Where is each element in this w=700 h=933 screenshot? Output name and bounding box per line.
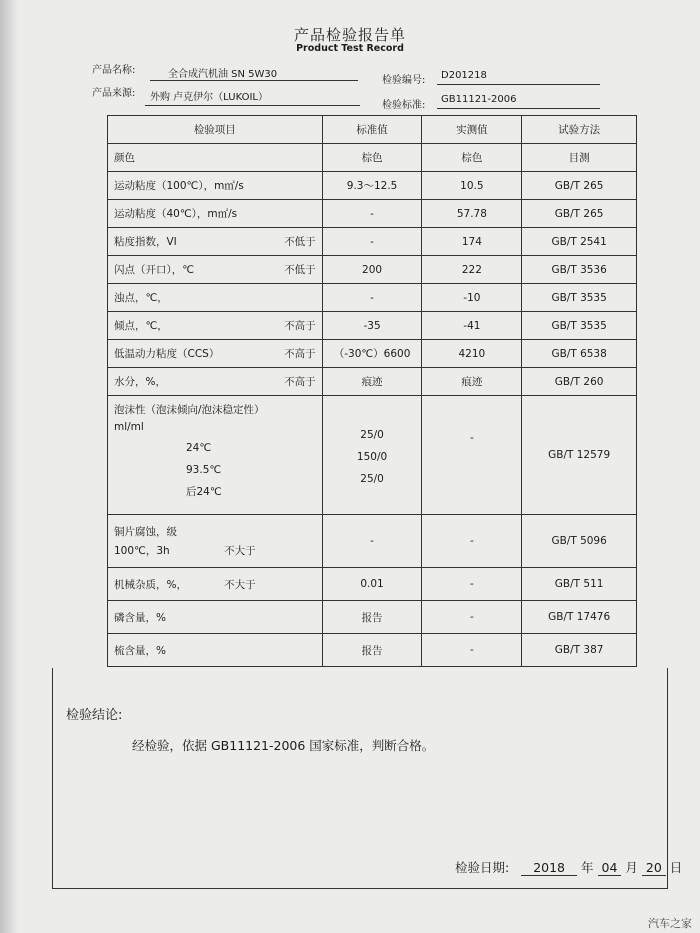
measured-value: 痕迹: [422, 368, 522, 396]
number-underline: [437, 84, 600, 85]
item-name: 运动粘度（40℃），m㎡/s: [114, 208, 238, 220]
product-name-underline: [150, 80, 358, 81]
measured-value: -: [422, 601, 522, 634]
test-method: GB/T 3535: [522, 312, 637, 340]
foam-measured: -: [422, 396, 522, 515]
header-method: 试验方法: [522, 116, 637, 144]
test-method: GB/T 3535: [522, 284, 637, 312]
item-limit: 不高于: [284, 348, 316, 360]
standard-value: 9.3～12.5: [322, 172, 422, 200]
item-name: 倾点，℃，: [114, 320, 168, 332]
date-year-unit: 年: [581, 860, 594, 875]
copper-measured: -: [422, 515, 522, 568]
item-name: 粘度指数，VI: [114, 236, 177, 248]
foam-standard: 150/0: [356, 451, 388, 463]
date-month: 04: [598, 860, 622, 876]
test-method: GB/T 265: [522, 200, 637, 228]
measured-value: -10: [422, 284, 522, 312]
measured-value: 222: [422, 256, 522, 284]
inspection-date: [455, 858, 682, 876]
item-limit: 不低于: [284, 264, 316, 276]
table-row: [108, 256, 637, 284]
standard-value: （-30℃）6600: [322, 340, 422, 368]
conclusion-box: [52, 668, 668, 889]
test-method: GB/T 260: [522, 368, 637, 396]
item-name: 浊点，℃，: [114, 292, 168, 304]
table-row: [108, 601, 637, 634]
item-limit: 不低于: [284, 236, 316, 248]
item-name: 闪点（开口），℃: [114, 264, 195, 276]
foam-method: GB/T 12579: [522, 396, 637, 515]
source-label: 产品来源:: [92, 88, 136, 99]
item-name: 低温动力粘度（CCS）: [114, 348, 220, 360]
standard-value: 报告: [322, 634, 422, 667]
test-table: [107, 115, 637, 667]
copper-standard: -: [322, 515, 422, 568]
date-day: 20: [642, 860, 666, 876]
date-day-unit: 日: [669, 860, 683, 875]
standard-value: 报告: [322, 601, 422, 634]
standard-value: -: [322, 228, 422, 256]
table-row-copper: [108, 515, 637, 568]
number-label: 检验编号:: [382, 75, 426, 86]
conclusion-label: 检验结论:: [66, 708, 123, 723]
measured-value: -: [422, 568, 522, 601]
page-shadow: [0, 0, 18, 933]
header-standard: 标准值: [322, 116, 422, 144]
table-row: [108, 368, 637, 396]
product-name-label: 产品名称:: [92, 65, 136, 76]
standard-value: GB11121-2006: [441, 94, 517, 105]
item-limit: 不大于: [224, 578, 256, 591]
standard-value: 痕迹: [322, 368, 422, 396]
watermark: 汽车之家: [648, 917, 692, 930]
test-method: GB/T 6538: [522, 340, 637, 368]
copper-item-line2: 100℃，3h: [114, 545, 170, 557]
measured-value: 棕色: [422, 144, 522, 172]
standard-value: 0.01: [322, 568, 422, 601]
date-year: 2018: [521, 860, 577, 876]
table-row: [108, 340, 637, 368]
measured-value: -41: [422, 312, 522, 340]
measured-value: 174: [422, 228, 522, 256]
copper-item-line1: 铜片腐蚀，级: [114, 526, 177, 538]
item-limit: 不高于: [284, 320, 316, 332]
table-row: [108, 634, 637, 667]
item-name: 梳含量，%: [114, 644, 166, 657]
date-label: 检验日期:: [455, 860, 510, 875]
foam-temp: 24℃: [186, 442, 212, 454]
test-method: GB/T 2541: [522, 228, 637, 256]
report-title: 产品检验报告单: [293, 26, 406, 44]
table-row: [108, 568, 637, 601]
table-row: [108, 200, 637, 228]
header-measured: 实测值: [422, 116, 522, 144]
standard-value: -35: [322, 312, 422, 340]
table-row: [108, 144, 637, 172]
source-value: 外购 卢克伊尔（LUKOIL）: [150, 92, 268, 103]
measured-value: -: [422, 634, 522, 667]
conclusion-text: 经检验，依据 GB11121-2006 国家标准，判断合格。: [132, 738, 435, 753]
test-method: GB/T 265: [522, 172, 637, 200]
measured-value: 4210: [422, 340, 522, 368]
item-name: 机械杂质，%，: [114, 578, 187, 591]
test-method: GB/T 511: [522, 568, 637, 601]
foam-temp: 后24℃: [186, 486, 222, 498]
header-item: 检验项目: [108, 116, 323, 144]
copper-limit: 不大于: [224, 545, 256, 557]
item-name: 水分，%，: [114, 376, 166, 388]
standard-value: -: [322, 284, 422, 312]
test-method: 目测: [522, 144, 637, 172]
standard-value: 棕色: [322, 144, 422, 172]
date-month-unit: 月: [625, 860, 638, 875]
item-name: 磷含量，%: [114, 611, 166, 624]
item-limit: 不高于: [284, 376, 316, 388]
standard-value: -: [322, 200, 422, 228]
number-value: D201218: [441, 70, 487, 81]
foam-temp: 93.5℃: [186, 464, 222, 476]
table-row: [108, 228, 637, 256]
foam-standard: 25/0: [360, 473, 384, 485]
copper-method: GB/T 5096: [522, 515, 637, 568]
foam-item-line1: 泡沫性（泡沫倾向/泡沫稳定性）: [114, 404, 265, 416]
test-method: GB/T 3536: [522, 256, 637, 284]
test-method: GB/T 387: [522, 634, 637, 667]
item-name: 颜色: [114, 152, 135, 164]
item-name: 运动粘度（100℃），m㎡/s: [114, 180, 244, 192]
measured-value: 57.78: [422, 200, 522, 228]
table-row: [108, 172, 637, 200]
standard-label: 检验标准:: [382, 100, 426, 111]
standard-value: 200: [322, 256, 422, 284]
test-method: GB/T 17476: [522, 601, 637, 634]
measured-value: 10.5: [422, 172, 522, 200]
table-row: [108, 312, 637, 340]
report-subtitle: Product Test Record: [296, 43, 404, 54]
standard-underline: [437, 108, 600, 109]
table-row-foam: [108, 396, 637, 515]
source-underline: [145, 105, 360, 106]
foam-item-line2: ml/ml: [114, 421, 144, 433]
table-row: [108, 284, 637, 312]
product-name-value: 全合成汽机油 SN 5W30: [168, 69, 278, 80]
table-header-row: [108, 116, 637, 144]
foam-standard: 25/0: [360, 429, 384, 441]
